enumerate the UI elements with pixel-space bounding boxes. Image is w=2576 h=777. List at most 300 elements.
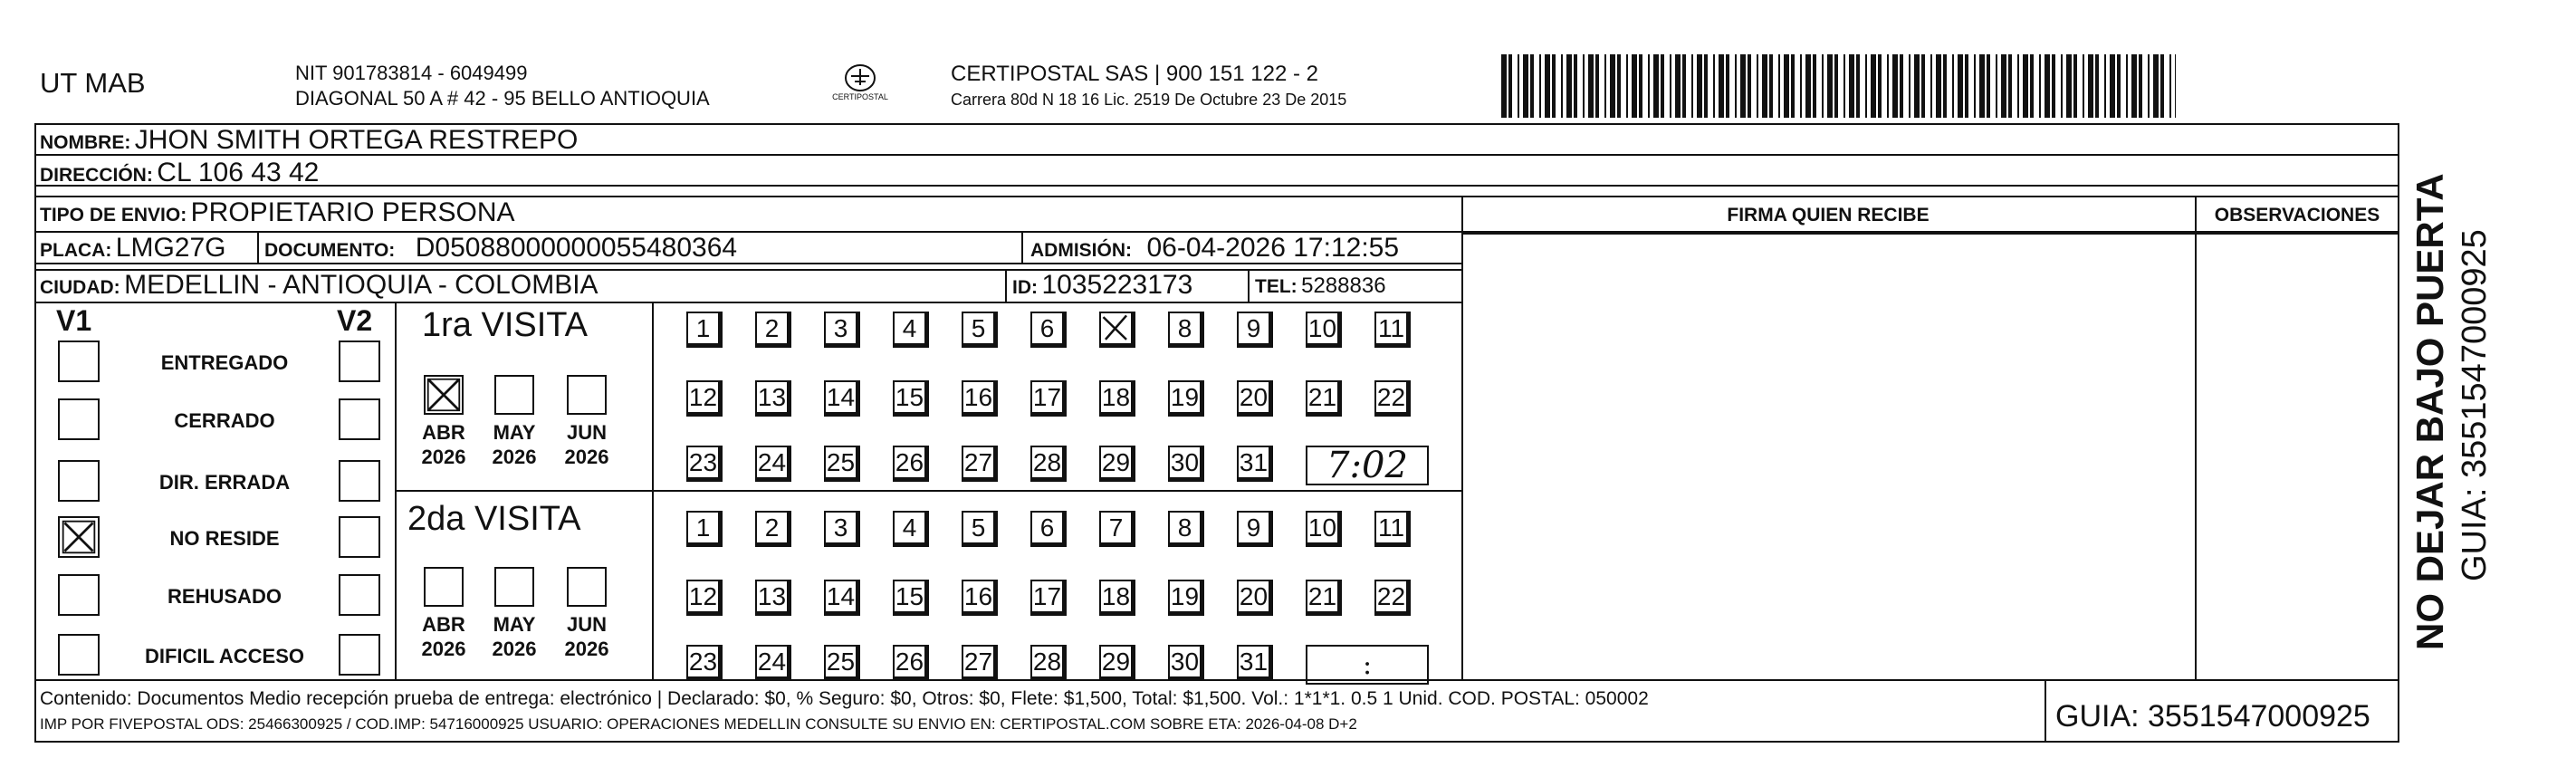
day-checkbox[interactable] xyxy=(824,580,860,616)
barcode-bar xyxy=(1900,54,1903,118)
barcode-bar xyxy=(1561,54,1563,118)
day-number: 9 xyxy=(1246,513,1261,542)
placa-label: PLACA: xyxy=(40,240,112,261)
barcode-bar xyxy=(1530,54,1534,118)
day-checkbox[interactable] xyxy=(755,511,791,547)
day-checkbox[interactable] xyxy=(824,446,860,482)
barcode-bar xyxy=(1943,54,1947,118)
day-checkbox[interactable] xyxy=(755,645,791,681)
day-number: 30 xyxy=(1170,647,1200,676)
barcode-bar xyxy=(1979,54,1985,118)
direccion-row xyxy=(40,158,319,188)
day-number: 24 xyxy=(757,647,787,676)
day-checkbox[interactable] xyxy=(893,446,929,482)
day-number: 8 xyxy=(1177,513,1192,542)
barcode-icon xyxy=(1501,54,2180,118)
day-number: 19 xyxy=(1170,581,1200,610)
admision-row xyxy=(1030,233,1399,264)
barcode-bar xyxy=(1757,54,1758,118)
barcode-bar xyxy=(1813,54,1816,118)
v1-label: V1 xyxy=(56,304,92,337)
barcode-bar xyxy=(2066,54,2072,118)
day-checkbox[interactable] xyxy=(1030,446,1067,482)
barcode-bar xyxy=(2073,54,2077,118)
day-checkbox[interactable] xyxy=(1237,645,1273,681)
time-value: 7:02 xyxy=(1326,445,1408,486)
day-checkbox[interactable] xyxy=(962,645,998,681)
day-number: 26 xyxy=(895,447,924,476)
carrier-license: Carrera 80d N 18 16 Lic. 2519 De Octubre 23 De 2015 xyxy=(951,91,1347,109)
day-checkbox[interactable] xyxy=(893,580,929,616)
day-checkbox[interactable] xyxy=(1030,511,1067,547)
day-number: 7 xyxy=(1108,513,1124,542)
barcode-bar xyxy=(1822,54,1824,118)
day-checkbox[interactable] xyxy=(1168,380,1204,417)
barcode-bar xyxy=(1740,54,1746,118)
day-checkbox[interactable] xyxy=(1306,580,1342,616)
day-checkbox[interactable] xyxy=(1099,312,1135,348)
barcode-bar xyxy=(2117,54,2121,118)
tel-row xyxy=(1255,273,1386,299)
year-label: 2026 xyxy=(564,638,609,660)
barcode-bar xyxy=(1735,54,1737,118)
day-checkbox[interactable] xyxy=(1168,645,1204,681)
day-number: 14 xyxy=(826,581,856,610)
barcode-bar xyxy=(1675,54,1681,118)
day-checkbox[interactable] xyxy=(1099,511,1135,547)
day-checkbox[interactable] xyxy=(1374,312,1411,348)
barcode-bar xyxy=(1865,54,1867,118)
imp-text: IMP POR FIVEPOSTAL ODS: 25466300925 / COD.IMP: 54716000925 USUARIO: OPERACIONES MEDELLIN CONSULTE SU ENVIO EN: CERTIPOSTAL.COM SOBRE ETA: 2026-04-08 D+2 xyxy=(40,715,1357,733)
day-number: 21 xyxy=(1307,382,1337,411)
carrier-name: CERTIPOSTAL SAS | 900 151 122 - 2 xyxy=(951,62,1318,86)
day-checkbox[interactable] xyxy=(1237,580,1273,616)
contenido-text: Contenido: Documentos Medio recepción prueba de entrega: electrónico | Declarado: $0, % Seguro: $0, Otros: $0, Flete: $1,500, Total: $1,500. Vol.: 1*1*1. 0.5 1 Unid. COD. POSTAL: 050002 xyxy=(40,688,1649,709)
barcode-bar xyxy=(2104,54,2106,118)
direccion-label: DIRECCIÓN: xyxy=(40,165,153,186)
day-number: 11 xyxy=(1377,513,1405,542)
barcode-bar xyxy=(1762,54,1767,118)
barcode-bar xyxy=(1784,54,1789,118)
day-checkbox[interactable] xyxy=(1374,380,1411,417)
day-checkbox[interactable] xyxy=(686,511,723,547)
v1-checkbox[interactable] xyxy=(58,398,100,440)
observaciones-area[interactable] xyxy=(2197,235,2396,678)
barcode-bar xyxy=(1539,54,1541,118)
barcode-bar xyxy=(2061,54,2063,118)
logo-text: CERTIPOSTAL xyxy=(832,92,888,101)
time-field[interactable] xyxy=(1306,446,1429,485)
day-checkbox[interactable] xyxy=(1237,312,1273,348)
barcode-bar xyxy=(1778,54,1780,118)
day-number: 12 xyxy=(688,382,718,411)
v1-checkbox[interactable] xyxy=(58,341,100,382)
year-label: 2026 xyxy=(492,446,537,468)
barcode-bar xyxy=(1626,54,1628,118)
tipo-row xyxy=(40,197,515,228)
day-checkbox[interactable] xyxy=(755,446,791,482)
barcode-bar xyxy=(1965,54,1968,118)
v1-checkbox[interactable] xyxy=(58,634,100,676)
footer-guia: GUIA: 3551547000925 xyxy=(2055,699,2370,734)
ciudad-label: CIUDAD: xyxy=(40,277,120,298)
day-checkbox[interactable] xyxy=(1099,446,1135,482)
admision-label: ADMISIÓN: xyxy=(1030,240,1132,261)
day-checkbox[interactable] xyxy=(1099,580,1135,616)
day-number: 29 xyxy=(1101,647,1131,676)
day-number: 10 xyxy=(1307,313,1337,342)
day-checkbox[interactable] xyxy=(893,511,929,547)
barcode-bar xyxy=(2052,54,2055,118)
nombre-value: JHON SMITH ORTEGA RESTREPO xyxy=(134,125,579,155)
ciudad-value: MEDELLIN - ANTIOQUIA - COLOMBIA xyxy=(124,270,599,300)
firma-label: FIRMA QUIEN RECIBE xyxy=(1727,205,1930,225)
day-number: 4 xyxy=(902,513,917,542)
barcode-bar xyxy=(1552,54,1556,118)
barcode-bar xyxy=(1691,54,1693,118)
day-number: 13 xyxy=(757,382,787,411)
day-number: 22 xyxy=(1376,382,1406,411)
barcode-bar xyxy=(1501,54,1507,118)
day-checkbox[interactable] xyxy=(962,446,998,482)
barcode-bar xyxy=(1610,54,1615,118)
barcode-bar xyxy=(1769,54,1773,118)
day-number: 30 xyxy=(1170,447,1200,476)
day-number: 27 xyxy=(963,647,993,676)
v2-checkbox[interactable] xyxy=(339,634,380,676)
day-checkbox[interactable] xyxy=(1099,380,1135,417)
day-checkbox[interactable] xyxy=(1099,645,1135,681)
firma-area[interactable] xyxy=(1463,235,2193,678)
day-checkbox[interactable] xyxy=(893,312,929,348)
barcode-bar xyxy=(2045,54,2050,118)
day-checkbox[interactable] xyxy=(1168,446,1204,482)
day-checkbox[interactable] xyxy=(1030,380,1067,417)
barcode-bar xyxy=(2088,54,2093,118)
nombre-row xyxy=(40,125,578,156)
barcode-bar xyxy=(2148,54,2150,118)
day-number: 15 xyxy=(895,382,924,411)
status-option-label: REHUSADO xyxy=(168,585,282,608)
observaciones-label: OBSERVACIONES xyxy=(2214,205,2380,225)
day-number: 27 xyxy=(963,447,993,476)
barcode-bar xyxy=(1697,54,1702,118)
barcode-bar xyxy=(1574,54,1577,118)
day-number: 28 xyxy=(1032,447,1062,476)
barcode-bar xyxy=(1800,54,1802,118)
time-field[interactable] xyxy=(1306,645,1429,685)
barcode-bar xyxy=(2175,54,2176,118)
day-number: 25 xyxy=(826,447,856,476)
placa-value: LMG27G xyxy=(115,233,226,263)
barcode-bar xyxy=(2083,54,2084,118)
side-warning: NO DEJAR BAJO PUERTA xyxy=(2408,173,2451,650)
status-option-label: DIR. ERRADA xyxy=(158,471,291,494)
barcode-bar xyxy=(1887,54,1889,118)
sender-address: DIAGONAL 50 A # 42 - 95 BELLO ANTIOQUIA xyxy=(295,87,710,110)
day-checkbox[interactable] xyxy=(755,380,791,417)
day-number: 17 xyxy=(1032,382,1062,411)
day-number: 14 xyxy=(826,382,856,411)
id-row xyxy=(1012,270,1192,301)
month-checkbox[interactable] xyxy=(424,567,464,607)
day-checkbox[interactable] xyxy=(1374,511,1411,547)
day-checkbox[interactable] xyxy=(686,645,723,681)
tipo-label: TIPO DE ENVIO: xyxy=(40,205,187,225)
month-label: ABR xyxy=(422,613,465,636)
day-number: 3 xyxy=(833,513,848,542)
v2-checkbox[interactable] xyxy=(339,574,380,616)
barcode-bar xyxy=(1843,54,1845,118)
barcode-bar xyxy=(1921,54,1925,118)
v2-checkbox[interactable] xyxy=(339,460,380,502)
nombre-label: NOMBRE: xyxy=(40,132,131,153)
ciudad-row xyxy=(40,270,599,301)
barcode-bar xyxy=(1996,54,1997,118)
barcode-bar xyxy=(2169,54,2171,118)
barcode-bar xyxy=(1648,54,1650,118)
day-checkbox[interactable] xyxy=(1306,380,1342,417)
barcode-bar xyxy=(1670,54,1671,118)
day-checkbox[interactable] xyxy=(1237,380,1273,417)
barcode-bar xyxy=(1617,54,1621,118)
barcode-bar xyxy=(1748,54,1751,118)
month-label: MAY xyxy=(493,613,536,636)
barcode-bar xyxy=(2023,54,2028,118)
barcode-bar xyxy=(1936,54,1941,118)
day-number: 28 xyxy=(1032,647,1062,676)
barcode-bar xyxy=(1914,54,1920,118)
day-checkbox[interactable] xyxy=(893,380,929,417)
day-number: 23 xyxy=(688,647,718,676)
day-number: 19 xyxy=(1170,382,1200,411)
barcode-bar xyxy=(1704,54,1708,118)
day-checkbox[interactable] xyxy=(962,511,998,547)
day-checkbox[interactable] xyxy=(1168,580,1204,616)
day-number: 12 xyxy=(688,581,718,610)
v2-checkbox[interactable] xyxy=(339,398,380,440)
barcode-bar xyxy=(2126,54,2128,118)
barcode-bar xyxy=(2030,54,2034,118)
time-value: : xyxy=(1362,648,1373,681)
v2-checkbox[interactable] xyxy=(339,341,380,382)
day-number: 6 xyxy=(1039,313,1055,342)
barcode-bar xyxy=(1632,54,1637,118)
barcode-bar xyxy=(2039,54,2041,118)
day-number: 26 xyxy=(895,647,924,676)
certipostal-logo xyxy=(815,60,905,110)
month-checkbox[interactable] xyxy=(494,375,534,415)
documento-label: DOCUMENTO: xyxy=(264,240,396,261)
month-label: MAY xyxy=(493,421,536,444)
x-mark-icon xyxy=(1101,313,1131,343)
barcode-bar xyxy=(1639,54,1642,118)
barcode-bar xyxy=(1523,54,1528,118)
v1-checkbox[interactable] xyxy=(58,574,100,616)
placa-row xyxy=(40,233,226,264)
barcode-bar xyxy=(2017,54,2019,118)
day-number: 4 xyxy=(902,313,917,342)
day-checkbox[interactable] xyxy=(686,580,723,616)
id-label: ID: xyxy=(1012,277,1038,298)
year-label: 2026 xyxy=(492,638,537,660)
day-number: 22 xyxy=(1376,581,1406,610)
tipo-value: PROPIETARIO PERSONA xyxy=(190,197,515,227)
day-number: 20 xyxy=(1239,382,1269,411)
barcode-bar xyxy=(1892,54,1898,118)
day-checkbox[interactable] xyxy=(824,645,860,681)
day-checkbox[interactable] xyxy=(824,511,860,547)
barcode-bar xyxy=(1856,54,1860,118)
day-checkbox[interactable] xyxy=(755,580,791,616)
barcode-bar xyxy=(2008,54,2012,118)
day-number: 16 xyxy=(963,581,993,610)
day-checkbox[interactable] xyxy=(1237,446,1273,482)
barcode-bar xyxy=(1791,54,1795,118)
id-value: 1035223173 xyxy=(1041,270,1193,300)
day-number: 2 xyxy=(764,313,780,342)
barcode-bar xyxy=(1508,54,1512,118)
day-checkbox[interactable] xyxy=(962,380,998,417)
year-label: 2026 xyxy=(421,446,466,468)
day-number: 1 xyxy=(695,513,711,542)
day-number: 20 xyxy=(1239,581,1269,610)
day-checkbox[interactable] xyxy=(1306,511,1342,547)
status-option-label: ENTREGADO xyxy=(160,351,289,374)
barcode-bar xyxy=(2110,54,2115,118)
barcode-bar xyxy=(1974,54,1976,118)
day-checkbox[interactable] xyxy=(1168,312,1204,348)
day-checkbox[interactable] xyxy=(686,446,723,482)
v2-checkbox[interactable] xyxy=(339,516,380,558)
year-label: 2026 xyxy=(421,638,466,660)
day-checkbox[interactable] xyxy=(893,645,929,681)
barcode-bar xyxy=(2095,54,2099,118)
v1-checkbox[interactable] xyxy=(58,516,100,558)
month-checkbox[interactable] xyxy=(567,567,607,607)
barcode-bar xyxy=(1545,54,1550,118)
tel-label: TEL: xyxy=(1255,276,1298,297)
barcode-bar xyxy=(1871,54,1876,118)
admision-value: 06-04-2026 17:12:55 xyxy=(1146,233,1400,263)
month-label: ABR xyxy=(422,421,465,444)
day-checkbox[interactable] xyxy=(1030,580,1067,616)
barcode-bar xyxy=(2001,54,2006,118)
barcode-bar xyxy=(1682,54,1686,118)
day-checkbox[interactable] xyxy=(824,380,860,417)
day-checkbox[interactable] xyxy=(755,312,791,348)
barcode-bar xyxy=(1566,54,1572,118)
barcode-bar xyxy=(1930,54,1932,118)
direccion-value: CL 106 43 42 xyxy=(157,158,320,187)
barcode-bar xyxy=(1987,54,1990,118)
day-checkbox[interactable] xyxy=(1030,645,1067,681)
day-number: 29 xyxy=(1101,447,1131,476)
day-number: 24 xyxy=(757,447,787,476)
day-checkbox[interactable] xyxy=(686,312,723,348)
barcode-bar xyxy=(2131,54,2137,118)
month-checkbox[interactable] xyxy=(567,375,607,415)
first-visit-label: 1ra VISITA xyxy=(422,306,589,344)
v1-checkbox[interactable] xyxy=(58,460,100,502)
day-checkbox[interactable] xyxy=(1237,511,1273,547)
day-number: 31 xyxy=(1239,447,1269,476)
company-short: UT MAB xyxy=(40,67,146,99)
barcode-bar xyxy=(1588,54,1594,118)
barcode-bar xyxy=(1595,54,1599,118)
day-number: 18 xyxy=(1101,382,1131,411)
side-guia: GUIA: 3551547000925 xyxy=(2456,229,2494,581)
nit-text: NIT 901783814 - 6049499 xyxy=(295,62,528,84)
documento-row xyxy=(264,233,737,264)
day-number: 21 xyxy=(1307,581,1337,610)
barcode-bar xyxy=(1952,54,1954,118)
day-number: 9 xyxy=(1246,313,1261,342)
day-checkbox[interactable] xyxy=(1030,312,1067,348)
v2-label: V2 xyxy=(337,304,373,337)
day-number: 1 xyxy=(695,313,711,342)
barcode-bar xyxy=(1518,54,1519,118)
barcode-bar xyxy=(2139,54,2142,118)
tel-value: 5288836 xyxy=(1301,273,1386,298)
day-number: 31 xyxy=(1239,647,1269,676)
day-number: 5 xyxy=(971,313,986,342)
day-number: 15 xyxy=(895,581,924,610)
year-label: 2026 xyxy=(564,446,609,468)
barcode-bar xyxy=(1653,54,1659,118)
barcode-bar xyxy=(1583,54,1585,118)
month-checkbox[interactable] xyxy=(494,567,534,607)
day-checkbox[interactable] xyxy=(1374,580,1411,616)
day-number: 10 xyxy=(1307,513,1337,542)
day-checkbox[interactable] xyxy=(962,580,998,616)
barcode-bar xyxy=(1661,54,1664,118)
barcode-bar xyxy=(1604,54,1606,118)
barcode-bar xyxy=(2160,54,2164,118)
second-visit-label: 2da VISITA xyxy=(407,500,581,538)
month-label: JUN xyxy=(566,613,607,636)
day-checkbox[interactable] xyxy=(1168,511,1204,547)
day-checkbox[interactable] xyxy=(824,312,860,348)
day-number: 17 xyxy=(1032,581,1062,610)
day-number: 3 xyxy=(833,313,848,342)
barcode-bar xyxy=(1958,54,1963,118)
day-checkbox[interactable] xyxy=(686,380,723,417)
month-label: JUN xyxy=(566,421,607,444)
day-checkbox[interactable] xyxy=(1306,312,1342,348)
day-number: 2 xyxy=(764,513,780,542)
barcode-bar xyxy=(1878,54,1882,118)
documento-value: D05088000000055480364 xyxy=(415,233,738,263)
barcode-bar xyxy=(1713,54,1715,118)
month-checkbox[interactable] xyxy=(424,375,464,415)
x-mark-icon xyxy=(426,377,462,413)
barcode-bar xyxy=(1849,54,1854,118)
status-option-label: CERRADO xyxy=(174,409,275,432)
day-number: 5 xyxy=(971,513,986,542)
day-checkbox[interactable] xyxy=(962,312,998,348)
day-number: 6 xyxy=(1039,513,1055,542)
barcode-bar xyxy=(1726,54,1729,118)
day-number: 8 xyxy=(1177,313,1192,342)
barcode-bar xyxy=(1719,54,1724,118)
day-number: 23 xyxy=(688,447,718,476)
day-number: 25 xyxy=(826,647,856,676)
barcode-bar xyxy=(1834,54,1838,118)
status-option-label: DIFICIL ACCESO xyxy=(144,645,304,667)
day-number: 11 xyxy=(1377,313,1405,342)
day-number: 18 xyxy=(1101,581,1131,610)
